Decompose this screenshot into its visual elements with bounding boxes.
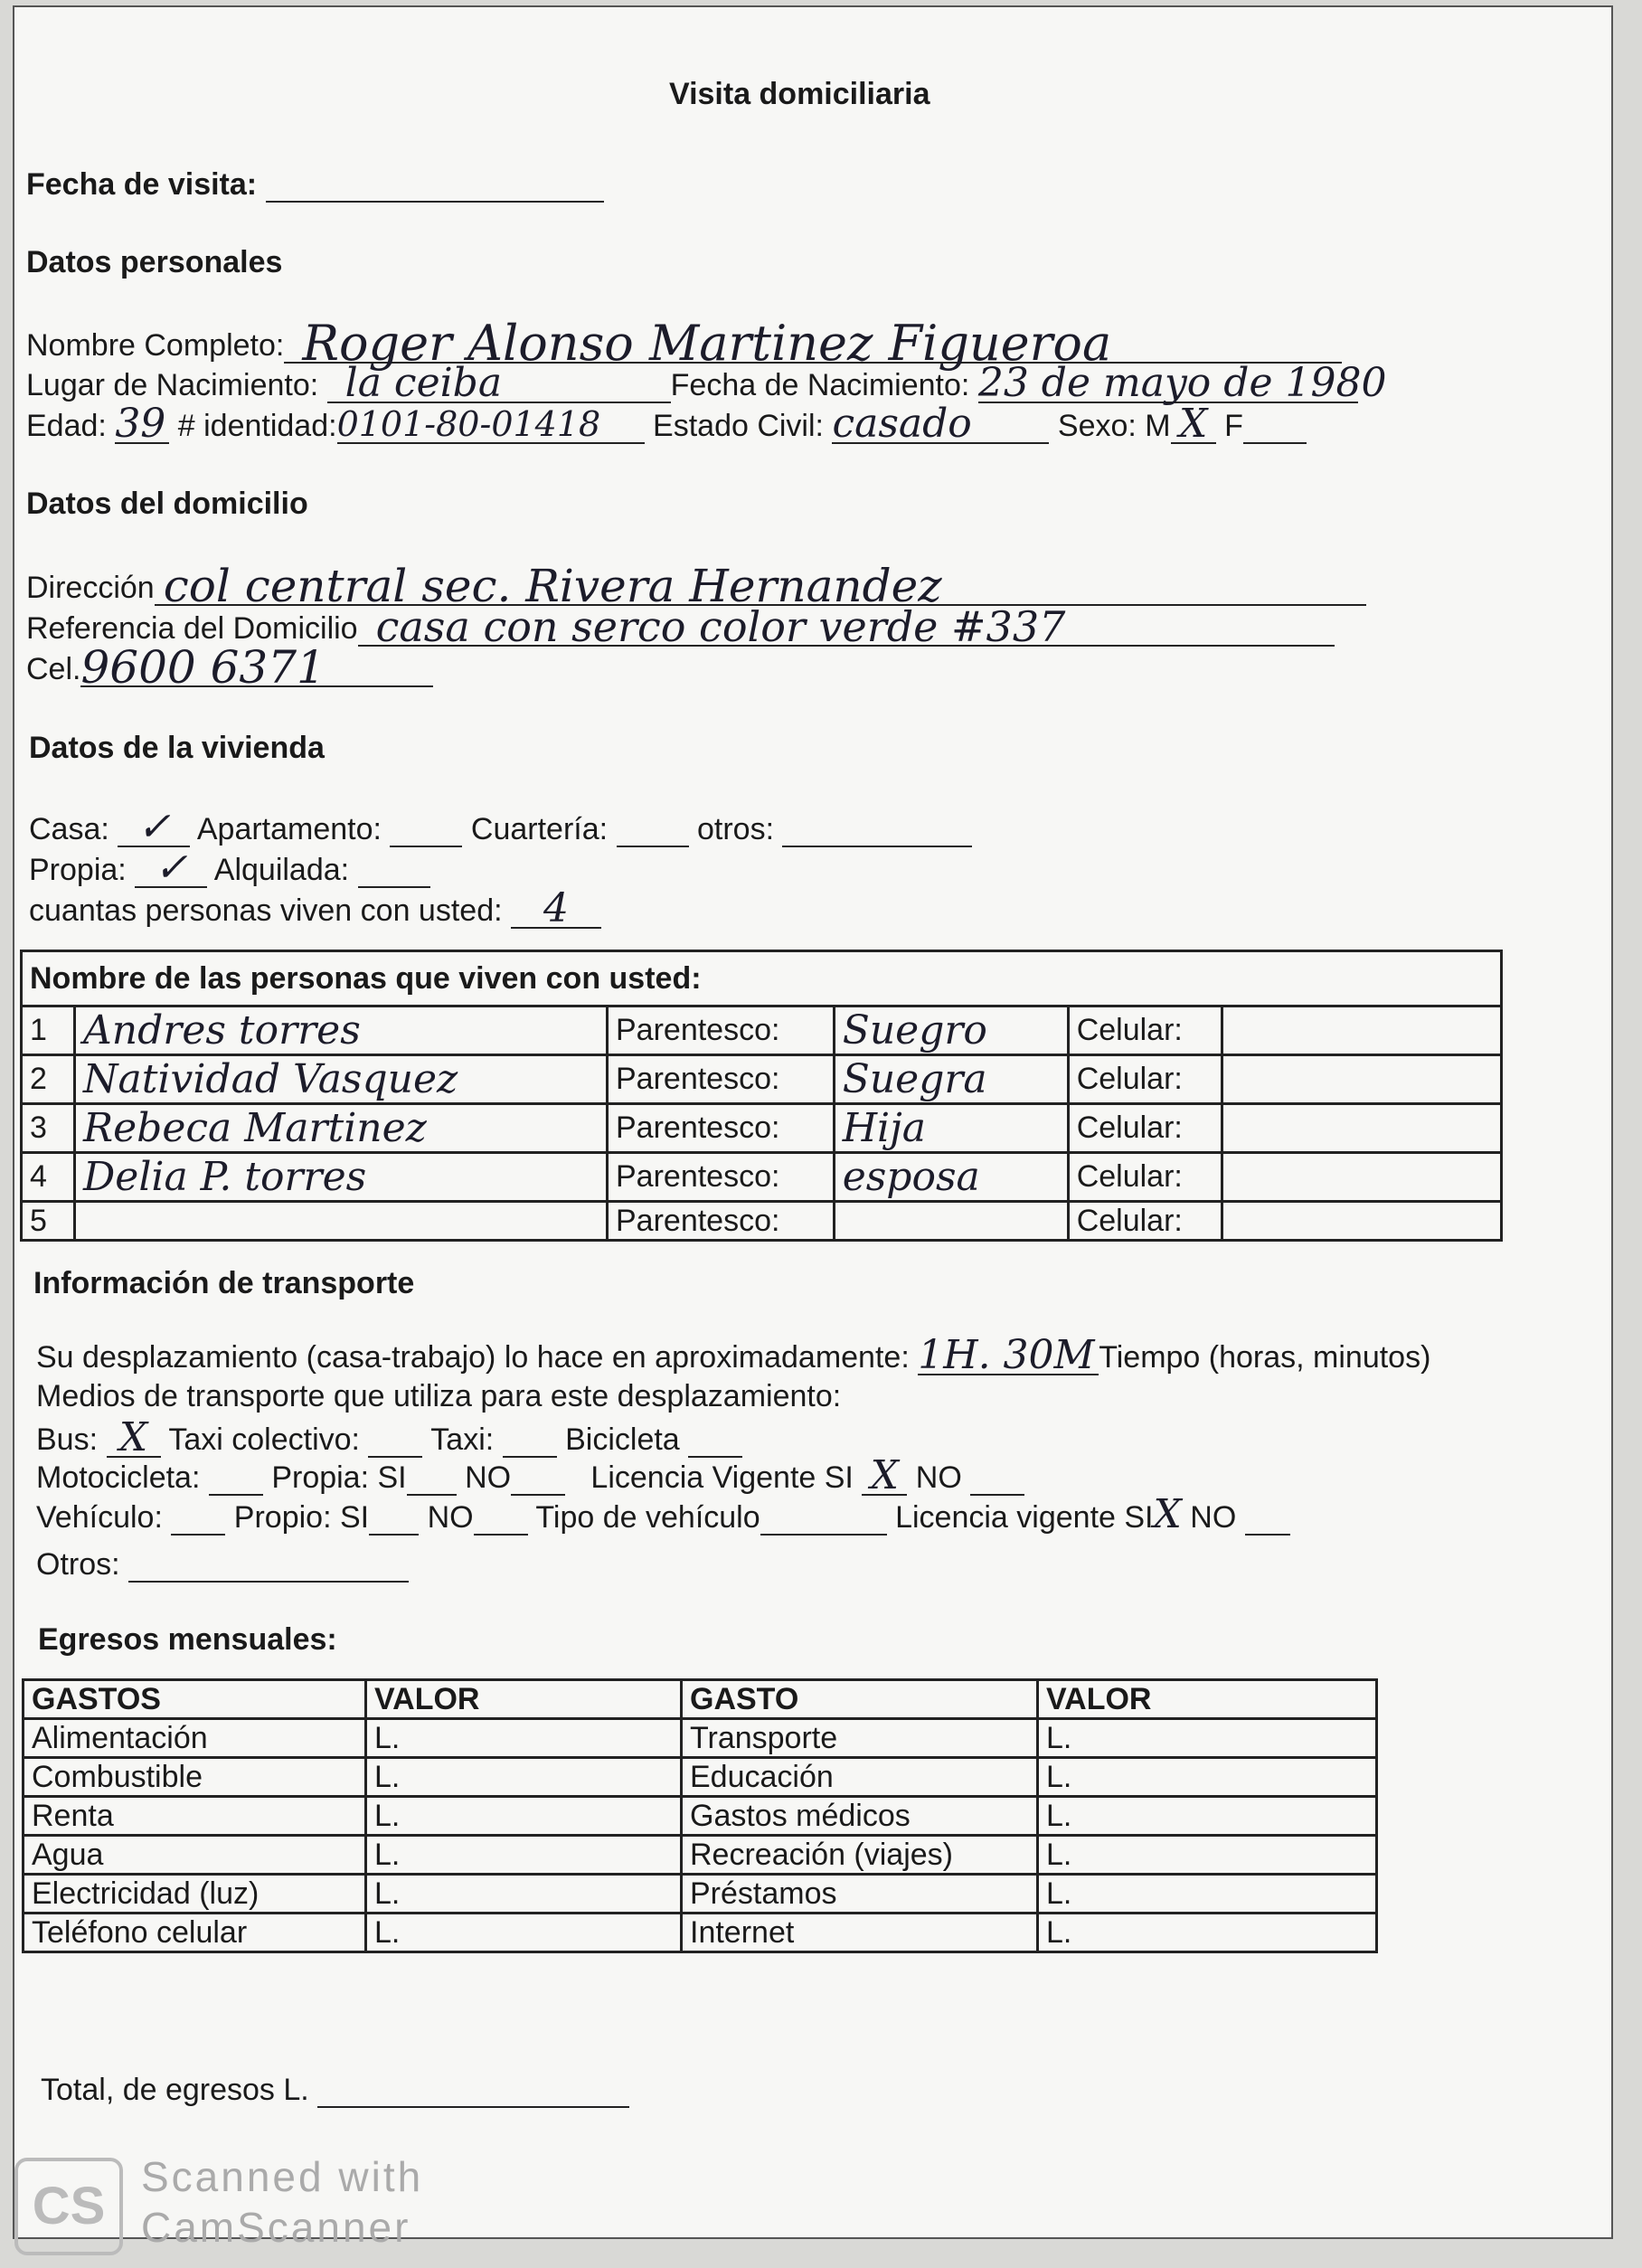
otros-transporte-row	[36, 1545, 409, 1583]
nombre-label: Nombre Completo:	[26, 328, 285, 363]
table-row	[24, 1797, 1377, 1836]
personas-table	[20, 950, 1503, 1242]
table-row	[22, 1202, 1502, 1241]
celular-field[interactable]	[1222, 1104, 1502, 1153]
header-valor-2: VALOR	[1038, 1680, 1377, 1719]
medios-label: Medios de transporte que utiliza para este desplazamiento:	[36, 1379, 842, 1413]
sexo-f-label: F	[1224, 409, 1243, 443]
celular-label: Celular:	[1068, 1202, 1222, 1241]
casa-field[interactable]: ✓	[118, 809, 190, 847]
celular-label: Celular:	[1068, 1006, 1222, 1055]
veh-propio-si-label: Propio: SI	[233, 1500, 370, 1535]
sexo-m-label: Sexo: M	[1057, 409, 1171, 443]
valor-field[interactable]: L.	[366, 1875, 682, 1914]
moto-propia-si-label: Propia: SI	[271, 1460, 407, 1495]
egresos-header-row	[24, 1680, 1377, 1719]
veh-licencia-si-mark[interactable]: X	[1153, 1491, 1182, 1537]
otros-vivienda-field[interactable]	[782, 809, 972, 847]
table-row	[24, 1719, 1377, 1758]
veh-licencia-no-label: NO	[1190, 1500, 1237, 1535]
valor-field[interactable]: L.	[366, 1836, 682, 1875]
taxi-colectivo-label: Taxi colectivo:	[168, 1422, 360, 1457]
gasto-label: Transporte	[682, 1719, 1038, 1758]
moto-licencia-label: Licencia Vigente SI	[590, 1460, 854, 1495]
row-number: 4	[22, 1153, 75, 1202]
direccion-label: Dirección	[26, 571, 155, 605]
cuarteria-label: Cuartería:	[470, 812, 609, 846]
otros-transporte-field[interactable]	[128, 1545, 409, 1583]
sexo-f-field[interactable]	[1243, 406, 1307, 444]
moto-licencia-no-field[interactable]	[970, 1458, 1024, 1496]
veh-propio-no-label: NO	[427, 1500, 474, 1535]
section-egresos: Egresos mensuales:	[38, 1622, 337, 1657]
parentesco-label: Parentesco:	[608, 1055, 835, 1104]
celular-field[interactable]	[1222, 1202, 1502, 1241]
bicicleta-label: Bicicleta	[565, 1422, 680, 1457]
celular-label: Celular:	[1068, 1153, 1222, 1202]
estado-civil-field[interactable]: casado	[832, 406, 1049, 444]
nombre-row	[26, 315, 1342, 372]
parentesco-label: Parentesco:	[608, 1202, 835, 1241]
section-datos-personales: Datos personales	[26, 245, 283, 279]
gasto-label: Gastos médicos	[682, 1797, 1038, 1836]
gasto-label: Agua	[24, 1836, 366, 1875]
nombre-field[interactable]: Roger Alonso Martinez Figueroa	[284, 326, 1342, 364]
gasto-label: Internet	[682, 1914, 1038, 1952]
valor-field[interactable]: L.	[1038, 1875, 1377, 1914]
moto-propia-si-field[interactable]	[407, 1458, 457, 1496]
total-label: Total, de egresos L.	[41, 2073, 309, 2107]
moto-licencia-si-field[interactable]: X	[862, 1458, 907, 1496]
table-row	[24, 1914, 1377, 1952]
edad-row	[26, 401, 1307, 447]
valor-field[interactable]: L.	[366, 1797, 682, 1836]
personas-table-header: Nombre de las personas que viven con usted:	[22, 951, 1502, 1006]
valor-field[interactable]: L.	[366, 1758, 682, 1797]
gasto-label: Recreación (viajes)	[682, 1836, 1038, 1875]
alquilada-label: Alquilada:	[213, 853, 350, 887]
direccion-field[interactable]: col central sec. Rivera Hernandez	[155, 568, 1366, 606]
celular-field[interactable]	[1222, 1006, 1502, 1055]
parentesco-field[interactable]: esposa	[834, 1153, 1068, 1202]
persona-nombre-field[interactable]: Delia P. torres	[75, 1153, 608, 1202]
veh-propio-no-field[interactable]	[474, 1498, 528, 1536]
otros-vivienda-label: otros:	[696, 812, 775, 846]
parentesco-label: Parentesco:	[608, 1006, 835, 1055]
motocicleta-field[interactable]	[209, 1458, 263, 1496]
parentesco-field[interactable]: Hija	[834, 1104, 1068, 1153]
cel-label: Cel.	[26, 652, 81, 686]
desplazamiento-label: Su desplazamiento (casa-trabajo) lo hace en aproximadamente:	[36, 1340, 910, 1375]
casa-label: Casa:	[29, 812, 109, 846]
desplazamiento-row	[36, 1332, 1431, 1378]
celular-field[interactable]	[1222, 1055, 1502, 1104]
celular-label: Celular:	[1068, 1055, 1222, 1104]
cel-field[interactable]: 9600 6371	[80, 649, 433, 687]
moto-licencia-no-label: NO	[915, 1460, 962, 1495]
total-field[interactable]	[317, 2070, 629, 2108]
tipo-vivienda-row	[29, 804, 972, 850]
tiempo-field[interactable]: 1H. 30M	[918, 1337, 1099, 1375]
table-row	[24, 1758, 1377, 1797]
parentesco-label: Parentesco:	[608, 1153, 835, 1202]
cuarteria-field[interactable]	[617, 809, 689, 847]
persona-nombre-field[interactable]: Andres torres	[75, 1006, 608, 1055]
tipo-vehiculo-field[interactable]	[760, 1498, 887, 1536]
propia-label: Propia:	[29, 853, 127, 887]
lugar-row	[26, 360, 1387, 406]
veh-propio-si-field[interactable]	[369, 1498, 419, 1536]
estado-civil-label: Estado Civil:	[653, 409, 824, 443]
personas-field[interactable]: 4	[511, 891, 601, 929]
watermark-line-1: Scanned with	[141, 2153, 424, 2200]
gasto-label: Renta	[24, 1797, 366, 1836]
valor-field[interactable]: L.	[1038, 1914, 1377, 1952]
header-gastos: GASTOS	[24, 1680, 366, 1719]
section-transporte: Información de transporte	[33, 1266, 415, 1300]
valor-field[interactable]: L.	[1038, 1719, 1377, 1758]
valor-field[interactable]: L.	[366, 1719, 682, 1758]
celular-field[interactable]	[1222, 1153, 1502, 1202]
veh-licencia-no-field[interactable]	[1245, 1498, 1290, 1536]
sexo-m-field[interactable]: X	[1171, 406, 1216, 444]
bus-field[interactable]: X	[107, 1420, 161, 1458]
gasto-label: Combustible	[24, 1758, 366, 1797]
total-row	[41, 2070, 629, 2108]
referencia-field[interactable]: casa con serco color verde #337	[358, 609, 1335, 647]
motocicleta-label: Motocicleta:	[36, 1460, 201, 1495]
personas-label: cuantas personas viven con usted:	[29, 893, 503, 928]
edad-label: Edad:	[26, 409, 107, 443]
parentesco-field[interactable]	[834, 1202, 1068, 1241]
fecha-nacimiento-field[interactable]: 23 de mayo de 1980	[977, 360, 1387, 406]
header-gasto: GASTO	[682, 1680, 1038, 1719]
taxi-colectivo-field[interactable]	[368, 1420, 422, 1458]
referencia-label: Referencia del Domicilio	[26, 611, 358, 646]
gasto-label: Alimentación	[24, 1719, 366, 1758]
persona-nombre-field[interactable]	[75, 1202, 608, 1241]
bus-row	[36, 1414, 742, 1460]
propia-field[interactable]: ✓	[135, 850, 207, 888]
valor-field[interactable]: L.	[1038, 1758, 1377, 1797]
vehiculo-label: Vehículo:	[36, 1500, 163, 1535]
row-number: 1	[22, 1006, 75, 1055]
table-row	[22, 1104, 1502, 1153]
moto-propia-no-label: NO	[465, 1460, 512, 1495]
gasto-label: Educación	[682, 1758, 1038, 1797]
edad-field[interactable]: 39	[115, 406, 169, 444]
row-number: 3	[22, 1104, 75, 1153]
fecha-nacimiento-label: Fecha de Nacimiento:	[670, 368, 970, 402]
bicicleta-field[interactable]	[688, 1420, 742, 1458]
section-datos-vivienda: Datos de la vivienda	[29, 731, 325, 765]
table-row	[22, 1055, 1502, 1104]
fecha-visita-field[interactable]	[266, 165, 604, 203]
fecha-visita-row	[26, 165, 604, 203]
parentesco-field[interactable]: Suegra	[834, 1055, 1068, 1104]
page-title: Visita domiciliaria	[669, 77, 930, 111]
lugar-label: Lugar de Nacimiento:	[26, 368, 319, 402]
vehiculo-row	[36, 1491, 1290, 1537]
parentesco-field[interactable]: Suegro	[834, 1006, 1068, 1055]
camscanner-logo-icon: CS	[14, 2158, 123, 2255]
direccion-row	[26, 560, 1366, 612]
valor-field[interactable]: L.	[366, 1914, 682, 1952]
identidad-label: # identidad:	[177, 409, 337, 443]
table-row	[22, 1153, 1502, 1202]
identidad-field[interactable]: 0101-80-01418	[337, 406, 645, 444]
table-row	[24, 1836, 1377, 1875]
moto-propia-no-field[interactable]	[511, 1458, 565, 1496]
alquilada-field[interactable]	[358, 850, 430, 888]
valor-field[interactable]: L.	[1038, 1836, 1377, 1875]
veh-licencia-label: Licencia vigente SI	[895, 1500, 1154, 1535]
tenencia-row	[29, 845, 430, 891]
motocicleta-row	[36, 1452, 1024, 1498]
egresos-table	[22, 1678, 1378, 1953]
row-number: 5	[22, 1202, 75, 1241]
lugar-field[interactable]: la ceiba	[327, 365, 671, 403]
gasto-label: Préstamos	[682, 1875, 1038, 1914]
celular-label: Celular:	[1068, 1104, 1222, 1153]
row-number: 2	[22, 1055, 75, 1104]
taxi-field[interactable]	[503, 1420, 557, 1458]
tiempo-label: Tiempo (horas, minutos)	[1099, 1340, 1431, 1375]
parentesco-label: Parentesco:	[608, 1104, 835, 1153]
gasto-label: Teléfono celular	[24, 1914, 366, 1952]
table-row	[22, 1006, 1502, 1055]
cel-row	[26, 641, 433, 694]
watermark-line-2: CamScanner	[141, 2204, 411, 2251]
section-datos-domicilio: Datos del domicilio	[26, 487, 308, 521]
persona-nombre-field[interactable]: Natividad Vasquez	[75, 1055, 608, 1104]
fecha-visita-label: Fecha de visita:	[26, 167, 258, 202]
otros-transporte-label: Otros:	[36, 1547, 120, 1582]
header-valor: VALOR	[366, 1680, 682, 1719]
apartamento-field[interactable]	[390, 809, 462, 847]
table-row	[24, 1875, 1377, 1914]
persona-nombre-field[interactable]: Rebeca Martinez	[75, 1104, 608, 1153]
personas-row	[29, 885, 601, 931]
valor-field[interactable]: L.	[1038, 1797, 1377, 1836]
apartamento-label: Apartamento:	[196, 812, 382, 846]
taxi-label: Taxi:	[430, 1422, 495, 1457]
tipo-vehiculo-label: Tipo de vehículo	[535, 1500, 760, 1535]
gasto-label: Electricidad (luz)	[24, 1875, 366, 1914]
vehiculo-field[interactable]	[171, 1498, 225, 1536]
bus-label: Bus:	[36, 1422, 99, 1457]
